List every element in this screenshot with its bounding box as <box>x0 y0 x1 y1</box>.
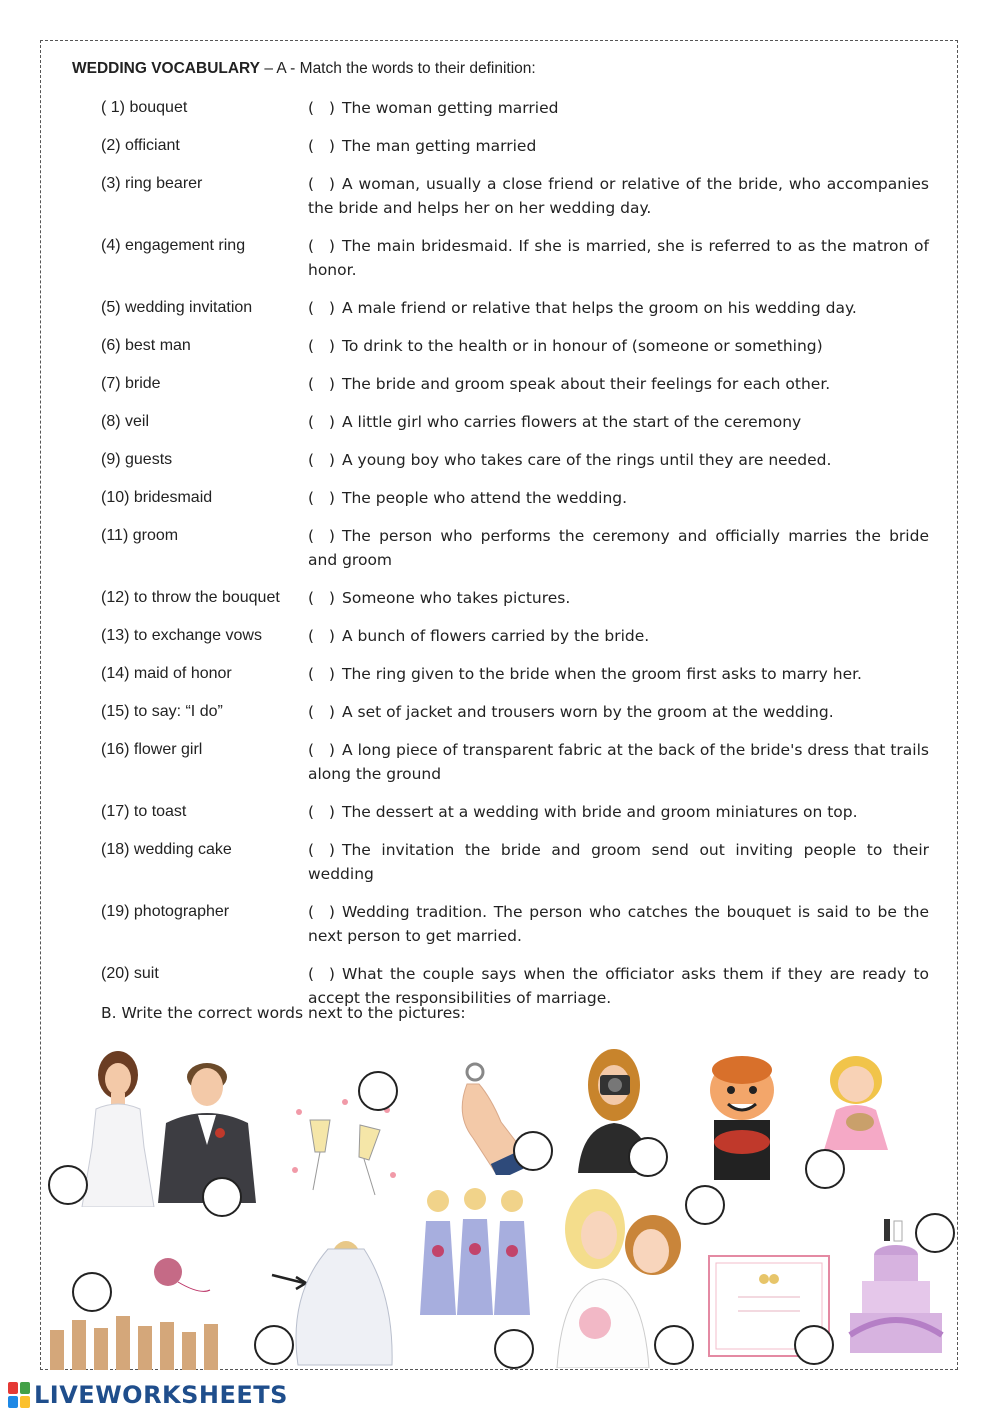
vocabulary-term: (19) photographer <box>101 903 230 920</box>
answer-blank[interactable]: ( ) <box>308 413 340 431</box>
definition <box>308 96 929 120</box>
vocabulary-term: ( 1) bouquet <box>101 99 188 116</box>
answer-blank[interactable]: ( ) <box>308 903 340 921</box>
vocabulary-term: (13) to exchange vows <box>101 627 262 644</box>
definition-text: A long piece of transparent fabric at the back of the bride's dress that trails along the ground <box>308 741 929 783</box>
vocabulary-term: (14) maid of honor <box>101 665 232 682</box>
answer-blank[interactable]: ( ) <box>308 299 340 317</box>
answer-circle-toast[interactable] <box>358 1071 398 1111</box>
definition <box>308 334 929 358</box>
vocabulary-term: (9) guests <box>101 451 173 468</box>
vocabulary-term: (8) veil <box>101 413 150 430</box>
answer-circle-invitation[interactable] <box>794 1325 834 1365</box>
definition <box>308 700 929 724</box>
matching-row <box>101 624 929 648</box>
definition-text: A male friend or relative that helps the groom on his wedding day. <box>342 299 857 317</box>
answer-blank[interactable]: ( ) <box>308 237 340 255</box>
definition <box>308 624 929 648</box>
answer-circle-flower-girl[interactable] <box>805 1149 845 1189</box>
answer-circle-photographer[interactable] <box>628 1137 668 1177</box>
definition <box>308 172 929 220</box>
answer-blank[interactable]: ( ) <box>308 137 340 155</box>
matching-row <box>101 838 929 886</box>
definition-text: Wedding tradition. The person who catches the bouquet is said to be the next person to get married. <box>308 903 929 945</box>
answer-circle-engagement-ring[interactable] <box>513 1131 553 1171</box>
answer-blank[interactable]: ( ) <box>308 841 340 859</box>
vocabulary-term: (16) flower girl <box>101 741 203 758</box>
answer-circle-groom[interactable] <box>202 1177 242 1217</box>
throw-bouquet-picture <box>50 1250 220 1370</box>
answer-blank[interactable]: ( ) <box>308 451 340 469</box>
matching-row <box>101 296 929 320</box>
definition-text: The ring given to the bride when the groom first asks to marry her. <box>342 665 862 683</box>
answer-circle-bride[interactable] <box>48 1165 88 1205</box>
answer-blank[interactable]: ( ) <box>308 741 340 759</box>
liveworksheets-logo-icon <box>8 1382 30 1408</box>
heading-instruction: – A - Match the words to their definition: <box>260 60 536 77</box>
answer-blank[interactable]: ( ) <box>308 703 340 721</box>
definition-text: The person who performs the ceremony and officially marries the bride and groom <box>308 527 929 569</box>
definition <box>308 296 929 320</box>
vocabulary-term: (7) bride <box>101 375 161 392</box>
definition-text: The woman getting married <box>342 99 559 117</box>
part-b-instruction: B. Write the correct words next to the pictures: <box>101 1004 466 1022</box>
definition-text: To drink to the health or in honour of (someone or something) <box>342 337 823 355</box>
answer-blank[interactable]: ( ) <box>308 803 340 821</box>
definition <box>308 738 929 786</box>
definition <box>308 900 929 948</box>
definition-text: A woman, usually a close friend or relative of the bride, who accompanies the bride and helps her on her wedding day. <box>308 175 929 217</box>
bride-picture <box>78 1047 158 1207</box>
definition <box>308 410 929 434</box>
definition <box>308 962 929 1010</box>
definition <box>308 838 929 886</box>
matching-row <box>101 234 929 282</box>
flower-girl-picture <box>822 1050 917 1155</box>
matching-row <box>101 900 929 948</box>
vocabulary-term: (2) officiant <box>101 137 180 154</box>
matching-row <box>101 586 929 610</box>
answer-circle-maid-of-honor[interactable] <box>654 1325 694 1365</box>
answer-circle-veil[interactable] <box>254 1325 294 1365</box>
footer-brand <box>8 1381 288 1409</box>
definition <box>308 524 929 572</box>
definition-text: The bride and groom speak about their feelings for each other. <box>342 375 831 393</box>
definition <box>308 662 929 686</box>
vocabulary-term: (17) to toast <box>101 803 187 820</box>
answer-blank[interactable]: ( ) <box>308 589 340 607</box>
matching-row <box>101 524 929 572</box>
definition-text: The main bridesmaid. If she is married, she is referred to as the matron of honor. <box>308 237 929 279</box>
answer-blank[interactable]: ( ) <box>308 527 340 545</box>
answer-blank[interactable]: ( ) <box>308 489 340 507</box>
matching-row <box>101 172 929 220</box>
matching-row <box>101 96 929 120</box>
definition-text: The invitation the bride and groom send out inviting people to their wedding <box>308 841 929 883</box>
matching-row <box>101 410 929 434</box>
vocabulary-term: (6) best man <box>101 337 191 354</box>
vocabulary-term: (4) engagement ring <box>101 237 246 254</box>
matching-row <box>101 662 929 686</box>
vocabulary-term: (11) groom <box>101 527 179 544</box>
matching-row <box>101 486 929 510</box>
matching-list <box>101 96 929 1024</box>
footer-brand-text: LIVEWORKSHEETS <box>34 1381 288 1409</box>
answer-circle-bridesmaids[interactable] <box>494 1329 534 1369</box>
definition-text: The people who attend the wedding. <box>342 489 628 507</box>
vocabulary-term: (18) wedding cake <box>101 841 232 858</box>
definition <box>308 372 929 396</box>
answer-blank[interactable]: ( ) <box>308 627 340 645</box>
definition <box>308 134 929 158</box>
answer-blank[interactable]: ( ) <box>308 965 340 983</box>
definition <box>308 800 929 824</box>
definition-text: A set of jacket and trousers worn by the groom at the wedding. <box>342 703 834 721</box>
matching-row <box>101 334 929 358</box>
matching-row <box>101 448 929 472</box>
vocabulary-term: (3) ring bearer <box>101 175 203 192</box>
answer-blank[interactable]: ( ) <box>308 665 340 683</box>
answer-blank[interactable]: ( ) <box>308 337 340 355</box>
vocabulary-term: (5) wedding invitation <box>101 299 253 316</box>
definition-text: Someone who takes pictures. <box>342 589 571 607</box>
answer-circle-ring-bearer[interactable] <box>685 1185 725 1225</box>
definition <box>308 486 929 510</box>
definition-text: The dessert at a wedding with bride and groom miniatures on top. <box>342 803 858 821</box>
vocabulary-term: (20) suit <box>101 965 159 982</box>
answer-circle-throw-bouquet[interactable] <box>72 1272 112 1312</box>
definition-text: A bunch of flowers carried by the bride. <box>342 627 650 645</box>
definition-text: A young boy who takes care of the rings until they are needed. <box>342 451 832 469</box>
answer-blank[interactable]: ( ) <box>308 375 340 393</box>
vocabulary-term: (12) to throw the bouquet <box>101 589 280 606</box>
definition <box>308 448 929 472</box>
heading-title: WEDDING VOCABULARY <box>72 60 261 77</box>
groom-picture <box>152 1053 262 1203</box>
answer-circle-wedding-cake[interactable] <box>915 1213 955 1253</box>
ring-bearer-picture <box>700 1050 785 1190</box>
definition <box>308 586 929 610</box>
answer-blank[interactable]: ( ) <box>308 99 340 117</box>
definition-text: The man getting married <box>342 137 537 155</box>
answer-blank[interactable]: ( ) <box>308 175 340 193</box>
matching-row <box>101 134 929 158</box>
vocabulary-term: (15) to say: “I do” <box>101 703 223 720</box>
matching-row <box>101 962 929 1010</box>
definition-text: A little girl who carries flowers at the start of the ceremony <box>342 413 802 431</box>
matching-row <box>101 372 929 396</box>
definition-text: What the couple says when the officiator asks them if they are ready to accept the responsibilities of marriage. <box>308 965 929 1007</box>
picture-area <box>0 1035 1000 1370</box>
matching-row <box>101 800 929 824</box>
vocabulary-term: (10) bridesmaid <box>101 489 213 506</box>
definition <box>308 234 929 282</box>
worksheet-heading <box>72 60 536 78</box>
matching-row <box>101 738 929 786</box>
matching-row <box>101 700 929 724</box>
